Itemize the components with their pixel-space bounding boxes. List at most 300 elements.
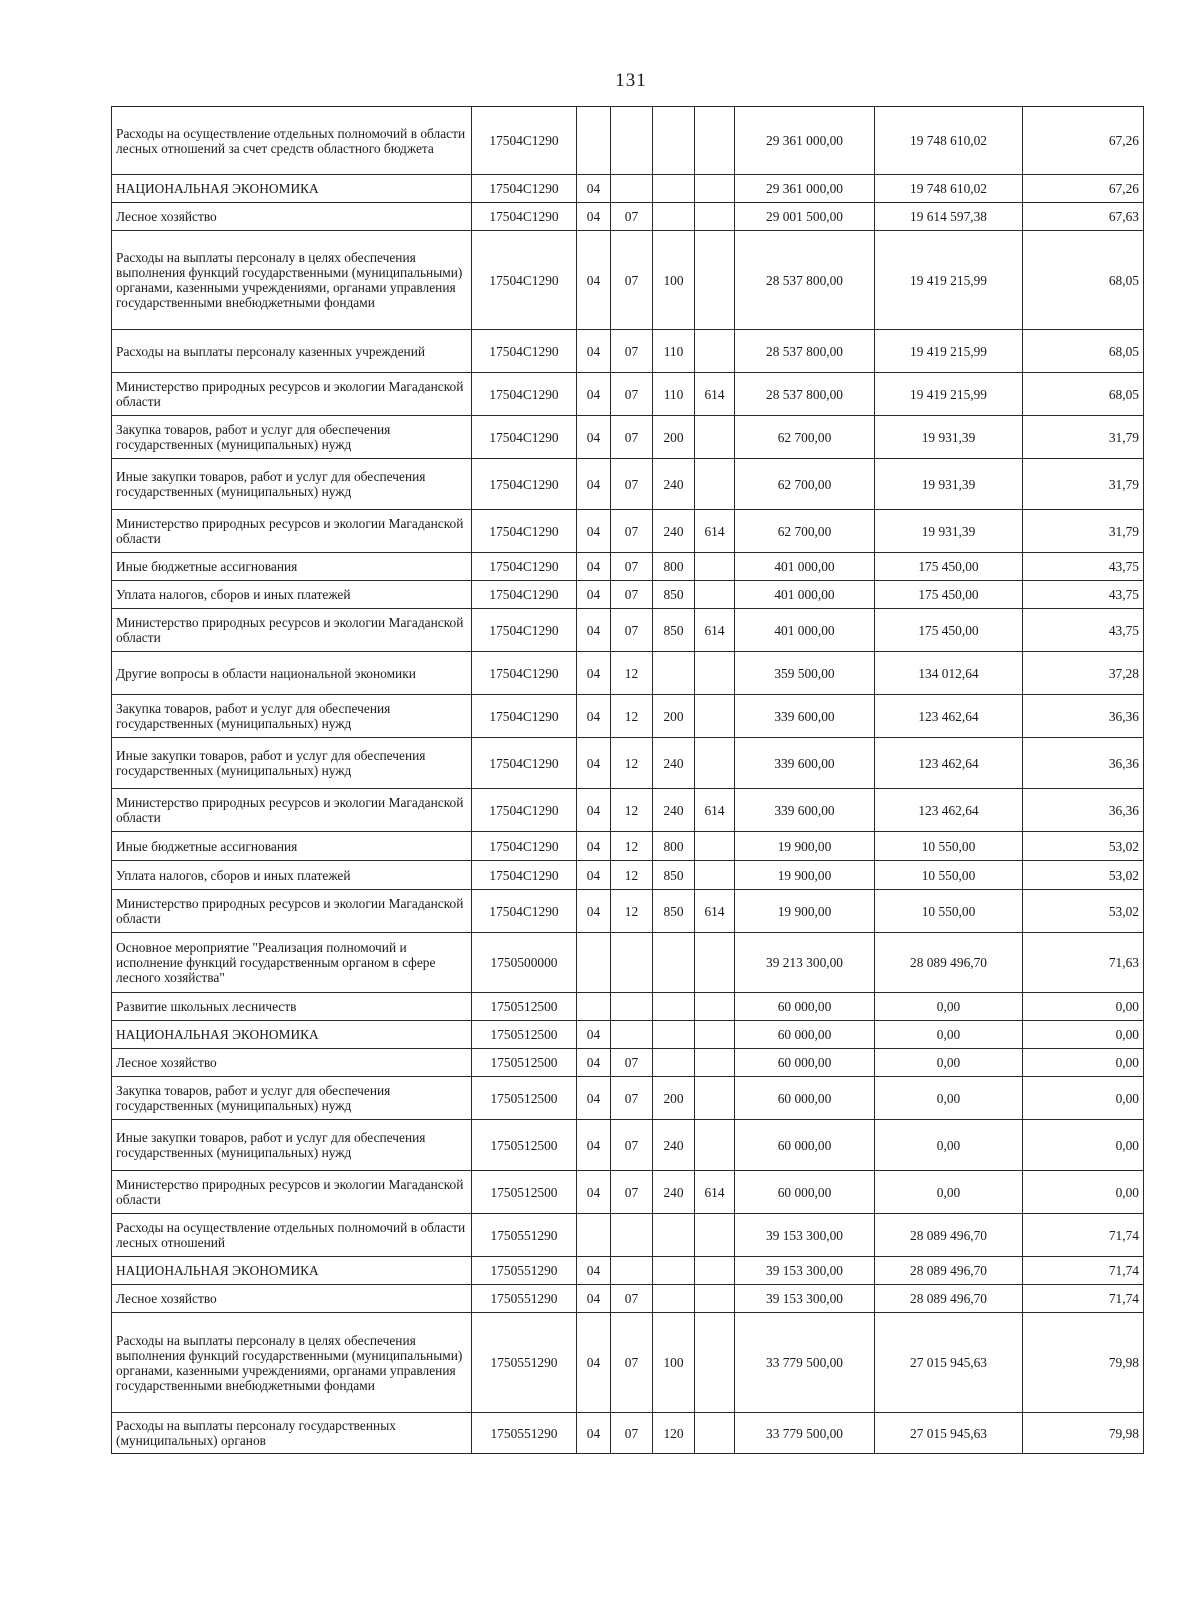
cell-code: 1750512500	[472, 1021, 577, 1049]
cell-ved	[695, 231, 735, 330]
table-row	[112, 1285, 1144, 1313]
cell-pct: 68,05	[1023, 330, 1144, 373]
cell-fact: 19 419 215,99	[875, 231, 1023, 330]
table-row	[112, 416, 1144, 459]
cell-ved	[695, 203, 735, 231]
cell-sec: 04	[577, 609, 611, 652]
cell-ved: 614	[695, 1171, 735, 1214]
cell-pct: 36,36	[1023, 695, 1144, 738]
table-body	[112, 107, 1144, 1454]
cell-plan: 19 900,00	[735, 832, 875, 861]
cell-code: 17504C1290	[472, 510, 577, 553]
cell-code: 17504C1290	[472, 175, 577, 203]
cell-name: Министерство природных ресурсов и экологии Магаданской области	[112, 1171, 472, 1214]
cell-code: 17504C1290	[472, 861, 577, 890]
cell-code: 1750512500	[472, 1171, 577, 1214]
cell-code: 1750551290	[472, 1313, 577, 1413]
cell-sec: 04	[577, 416, 611, 459]
cell-name: Министерство природных ресурсов и экологии Магаданской области	[112, 609, 472, 652]
cell-pct: 31,79	[1023, 510, 1144, 553]
cell-name: Закупка товаров, работ и услуг для обеспечения государственных (муниципальных) нужд	[112, 1077, 472, 1120]
cell-ved	[695, 175, 735, 203]
cell-fact: 28 089 496,70	[875, 933, 1023, 993]
cell-plan: 62 700,00	[735, 416, 875, 459]
cell-name: НАЦИОНАЛЬНАЯ ЭКОНОМИКА	[112, 175, 472, 203]
table-row	[112, 789, 1144, 832]
cell-fact: 19 931,39	[875, 459, 1023, 510]
cell-pct: 71,74	[1023, 1214, 1144, 1257]
page-number: 131	[615, 70, 647, 91]
cell-sec: 04	[577, 789, 611, 832]
cell-ved	[695, 1077, 735, 1120]
cell-code: 17504C1290	[472, 695, 577, 738]
cell-pct: 31,79	[1023, 459, 1144, 510]
cell-vr: 100	[653, 231, 695, 330]
cell-sub	[611, 175, 653, 203]
cell-ved	[695, 107, 735, 175]
cell-name: Другие вопросы в области национальной экономики	[112, 652, 472, 695]
cell-vr: 240	[653, 459, 695, 510]
cell-sec: 04	[577, 1021, 611, 1049]
cell-pct: 79,98	[1023, 1313, 1144, 1413]
cell-fact: 27 015 945,63	[875, 1313, 1023, 1413]
cell-plan: 28 537 800,00	[735, 231, 875, 330]
cell-sec	[577, 1214, 611, 1257]
table-row	[112, 933, 1144, 993]
cell-plan: 60 000,00	[735, 1077, 875, 1120]
cell-pct: 37,28	[1023, 652, 1144, 695]
cell-plan: 339 600,00	[735, 695, 875, 738]
cell-code: 1750512500	[472, 1120, 577, 1171]
cell-fact: 175 450,00	[875, 609, 1023, 652]
cell-fact: 28 089 496,70	[875, 1285, 1023, 1313]
cell-ved	[695, 652, 735, 695]
cell-vr	[653, 1257, 695, 1285]
cell-ved	[695, 695, 735, 738]
cell-code: 1750551290	[472, 1285, 577, 1313]
cell-plan: 39 153 300,00	[735, 1214, 875, 1257]
cell-sec: 04	[577, 581, 611, 609]
table-row	[112, 652, 1144, 695]
cell-sub: 07	[611, 1313, 653, 1413]
cell-vr	[653, 933, 695, 993]
cell-sec: 04	[577, 1171, 611, 1214]
cell-pct: 36,36	[1023, 738, 1144, 789]
cell-sub	[611, 993, 653, 1021]
cell-fact: 0,00	[875, 1021, 1023, 1049]
cell-name: Закупка товаров, работ и услуг для обеспечения государственных (муниципальных) нужд	[112, 416, 472, 459]
cell-code: 1750512500	[472, 993, 577, 1021]
cell-fact: 10 550,00	[875, 832, 1023, 861]
cell-ved	[695, 1214, 735, 1257]
cell-pct: 43,75	[1023, 581, 1144, 609]
cell-sub: 07	[611, 1413, 653, 1454]
table-row	[112, 459, 1144, 510]
cell-sub	[611, 933, 653, 993]
cell-vr: 240	[653, 1171, 695, 1214]
cell-sec: 04	[577, 330, 611, 373]
cell-pct: 0,00	[1023, 1021, 1144, 1049]
cell-plan: 39 153 300,00	[735, 1257, 875, 1285]
cell-name: Расходы на выплаты персоналу государственных (муниципальных) органов	[112, 1413, 472, 1454]
cell-sec: 04	[577, 510, 611, 553]
cell-fact: 19 748 610,02	[875, 107, 1023, 175]
cell-fact: 19 614 597,38	[875, 203, 1023, 231]
cell-name: Уплата налогов, сборов и иных платежей	[112, 861, 472, 890]
cell-plan: 339 600,00	[735, 738, 875, 789]
cell-sec: 04	[577, 231, 611, 330]
cell-ved	[695, 1049, 735, 1077]
cell-sec	[577, 107, 611, 175]
cell-sec: 04	[577, 832, 611, 861]
cell-sec: 04	[577, 1049, 611, 1077]
cell-ved: 614	[695, 609, 735, 652]
cell-vr: 110	[653, 373, 695, 416]
cell-plan: 28 537 800,00	[735, 373, 875, 416]
cell-ved	[695, 832, 735, 861]
cell-vr: 120	[653, 1413, 695, 1454]
cell-fact: 123 462,64	[875, 738, 1023, 789]
cell-sub: 12	[611, 695, 653, 738]
cell-name: Уплата налогов, сборов и иных платежей	[112, 581, 472, 609]
cell-ved	[695, 416, 735, 459]
cell-sub: 07	[611, 581, 653, 609]
cell-pct: 0,00	[1023, 1171, 1144, 1214]
table-row	[112, 1021, 1144, 1049]
cell-ved	[695, 933, 735, 993]
cell-plan: 28 537 800,00	[735, 330, 875, 373]
cell-plan: 60 000,00	[735, 1021, 875, 1049]
cell-name: Лесное хозяйство	[112, 1285, 472, 1313]
cell-sub: 07	[611, 203, 653, 231]
cell-ved	[695, 1285, 735, 1313]
table-row	[112, 890, 1144, 933]
cell-code: 17504C1290	[472, 609, 577, 652]
table-row	[112, 1077, 1144, 1120]
table-row	[112, 330, 1144, 373]
cell-sec: 04	[577, 175, 611, 203]
cell-pct: 79,98	[1023, 1413, 1144, 1454]
cell-plan: 401 000,00	[735, 581, 875, 609]
cell-pct: 43,75	[1023, 553, 1144, 581]
cell-sec: 04	[577, 1077, 611, 1120]
cell-fact: 19 931,39	[875, 510, 1023, 553]
cell-ved	[695, 459, 735, 510]
cell-sub: 07	[611, 231, 653, 330]
cell-name: Министерство природных ресурсов и экологии Магаданской области	[112, 789, 472, 832]
cell-code: 17504C1290	[472, 832, 577, 861]
cell-code: 17504C1290	[472, 459, 577, 510]
cell-code: 17504C1290	[472, 231, 577, 330]
cell-name: Расходы на выплаты персоналу в целях обеспечения выполнения функций государственными (муниципальными) органами, казенными учреждениями, органами управления государственными внебюджетными фондами	[112, 231, 472, 330]
cell-code: 17504C1290	[472, 738, 577, 789]
cell-vr: 850	[653, 581, 695, 609]
cell-sec: 04	[577, 553, 611, 581]
cell-code: 17504C1290	[472, 789, 577, 832]
cell-sub: 07	[611, 609, 653, 652]
cell-sec: 04	[577, 695, 611, 738]
cell-vr	[653, 203, 695, 231]
cell-name: НАЦИОНАЛЬНАЯ ЭКОНОМИКА	[112, 1257, 472, 1285]
cell-ved	[695, 553, 735, 581]
cell-vr	[653, 107, 695, 175]
cell-pct: 0,00	[1023, 1077, 1144, 1120]
cell-code: 1750551290	[472, 1413, 577, 1454]
cell-plan: 60 000,00	[735, 1049, 875, 1077]
cell-fact: 19 931,39	[875, 416, 1023, 459]
cell-vr	[653, 175, 695, 203]
cell-sec: 04	[577, 1257, 611, 1285]
cell-plan: 62 700,00	[735, 459, 875, 510]
cell-fact: 134 012,64	[875, 652, 1023, 695]
table-row	[112, 1120, 1144, 1171]
cell-pct: 0,00	[1023, 1049, 1144, 1077]
cell-ved	[695, 738, 735, 789]
cell-vr	[653, 1021, 695, 1049]
cell-name: Лесное хозяйство	[112, 1049, 472, 1077]
cell-plan: 29 361 000,00	[735, 107, 875, 175]
cell-ved	[695, 993, 735, 1021]
cell-name: Министерство природных ресурсов и экологии Магаданской области	[112, 890, 472, 933]
cell-vr: 240	[653, 738, 695, 789]
cell-sub: 07	[611, 330, 653, 373]
cell-fact: 175 450,00	[875, 581, 1023, 609]
cell-code: 17504C1290	[472, 203, 577, 231]
cell-sub	[611, 1021, 653, 1049]
cell-code: 1750500000	[472, 933, 577, 993]
cell-ved	[695, 1313, 735, 1413]
table-row	[112, 1214, 1144, 1257]
cell-ved	[695, 1021, 735, 1049]
cell-sub: 07	[611, 553, 653, 581]
cell-fact: 123 462,64	[875, 789, 1023, 832]
table-row	[112, 553, 1144, 581]
cell-fact: 28 089 496,70	[875, 1257, 1023, 1285]
table-row	[112, 1413, 1144, 1454]
table-row	[112, 231, 1144, 330]
table-row	[112, 1257, 1144, 1285]
cell-pct: 53,02	[1023, 861, 1144, 890]
cell-ved	[695, 581, 735, 609]
cell-pct: 0,00	[1023, 1120, 1144, 1171]
table-row	[112, 107, 1144, 175]
cell-fact: 10 550,00	[875, 861, 1023, 890]
cell-vr: 240	[653, 1120, 695, 1171]
cell-plan: 62 700,00	[735, 510, 875, 553]
cell-vr	[653, 993, 695, 1021]
cell-sub: 12	[611, 861, 653, 890]
cell-sub: 07	[611, 510, 653, 553]
cell-ved	[695, 330, 735, 373]
cell-name: Министерство природных ресурсов и экологии Магаданской области	[112, 510, 472, 553]
cell-pct: 67,63	[1023, 203, 1144, 231]
cell-fact: 0,00	[875, 993, 1023, 1021]
cell-vr: 850	[653, 861, 695, 890]
cell-code: 17504C1290	[472, 373, 577, 416]
cell-name: Иные закупки товаров, работ и услуг для обеспечения государственных (муниципальных) нужд	[112, 738, 472, 789]
cell-code: 17504C1290	[472, 330, 577, 373]
cell-ved: 614	[695, 890, 735, 933]
table-row	[112, 175, 1144, 203]
cell-sub: 12	[611, 652, 653, 695]
cell-sub: 07	[611, 1120, 653, 1171]
cell-vr	[653, 1285, 695, 1313]
table-row	[112, 738, 1144, 789]
cell-name: Иные бюджетные ассигнования	[112, 553, 472, 581]
cell-sub: 07	[611, 373, 653, 416]
cell-ved	[695, 1120, 735, 1171]
table-row	[112, 581, 1144, 609]
cell-fact: 0,00	[875, 1077, 1023, 1120]
cell-pct: 68,05	[1023, 231, 1144, 330]
cell-plan: 33 779 500,00	[735, 1313, 875, 1413]
cell-name: Закупка товаров, работ и услуг для обеспечения государственных (муниципальных) нужд	[112, 695, 472, 738]
cell-pct: 53,02	[1023, 832, 1144, 861]
cell-vr: 240	[653, 510, 695, 553]
cell-sub: 07	[611, 1077, 653, 1120]
table-row	[112, 861, 1144, 890]
cell-ved	[695, 1413, 735, 1454]
cell-name: Развитие школьных лесничеств	[112, 993, 472, 1021]
cell-pct: 71,74	[1023, 1257, 1144, 1285]
table-row	[112, 1313, 1144, 1413]
cell-sec: 04	[577, 1413, 611, 1454]
cell-code: 17504C1290	[472, 416, 577, 459]
table-row	[112, 203, 1144, 231]
cell-sec: 04	[577, 459, 611, 510]
cell-code: 17504C1290	[472, 890, 577, 933]
cell-name: Расходы на осуществление отдельных полномочий в области лесных отношений	[112, 1214, 472, 1257]
table-row	[112, 609, 1144, 652]
cell-sub	[611, 1257, 653, 1285]
table-row	[112, 832, 1144, 861]
cell-code: 17504C1290	[472, 553, 577, 581]
cell-vr: 240	[653, 789, 695, 832]
cell-pct: 68,05	[1023, 373, 1144, 416]
cell-vr: 100	[653, 1313, 695, 1413]
cell-sub: 07	[611, 1285, 653, 1313]
cell-name: Расходы на осуществление отдельных полномочий в области лесных отношений за счет средств областного бюджета	[112, 107, 472, 175]
cell-vr: 200	[653, 695, 695, 738]
cell-code: 1750512500	[472, 1077, 577, 1120]
cell-plan: 39 213 300,00	[735, 933, 875, 993]
cell-pct: 67,26	[1023, 107, 1144, 175]
cell-pct: 31,79	[1023, 416, 1144, 459]
cell-ved	[695, 1257, 735, 1285]
cell-sec: 04	[577, 890, 611, 933]
table-row	[112, 993, 1144, 1021]
cell-fact: 0,00	[875, 1120, 1023, 1171]
cell-plan: 401 000,00	[735, 609, 875, 652]
cell-sec: 04	[577, 861, 611, 890]
cell-vr	[653, 652, 695, 695]
cell-sub	[611, 107, 653, 175]
cell-plan: 19 900,00	[735, 861, 875, 890]
cell-vr: 200	[653, 1077, 695, 1120]
cell-name: Иные закупки товаров, работ и услуг для обеспечения государственных (муниципальных) нужд	[112, 459, 472, 510]
cell-name: Расходы на выплаты персоналу казенных учреждений	[112, 330, 472, 373]
cell-ved: 614	[695, 373, 735, 416]
cell-code: 1750551290	[472, 1257, 577, 1285]
cell-ved	[695, 861, 735, 890]
cell-plan: 39 153 300,00	[735, 1285, 875, 1313]
cell-fact: 27 015 945,63	[875, 1413, 1023, 1454]
cell-code: 17504C1290	[472, 581, 577, 609]
cell-plan: 359 500,00	[735, 652, 875, 695]
cell-sec: 04	[577, 373, 611, 416]
cell-code: 17504C1290	[472, 107, 577, 175]
table-row	[112, 1171, 1144, 1214]
cell-vr: 110	[653, 330, 695, 373]
cell-plan: 339 600,00	[735, 789, 875, 832]
cell-plan: 33 779 500,00	[735, 1413, 875, 1454]
cell-sec: 04	[577, 1120, 611, 1171]
cell-code: 1750512500	[472, 1049, 577, 1077]
cell-vr: 200	[653, 416, 695, 459]
cell-pct: 43,75	[1023, 609, 1144, 652]
cell-fact: 19 419 215,99	[875, 330, 1023, 373]
cell-sub: 12	[611, 832, 653, 861]
cell-plan: 29 001 500,00	[735, 203, 875, 231]
cell-plan: 60 000,00	[735, 1171, 875, 1214]
cell-sec	[577, 933, 611, 993]
cell-pct: 36,36	[1023, 789, 1144, 832]
cell-plan: 29 361 000,00	[735, 175, 875, 203]
cell-name: Расходы на выплаты персоналу в целях обеспечения выполнения функций государственными (муниципальными) органами, казенными учреждениями, органами управления государственными внебюджетными фондами	[112, 1313, 472, 1413]
cell-code: 17504C1290	[472, 652, 577, 695]
cell-plan: 60 000,00	[735, 1120, 875, 1171]
cell-fact: 0,00	[875, 1171, 1023, 1214]
cell-plan: 401 000,00	[735, 553, 875, 581]
cell-sub: 07	[611, 459, 653, 510]
cell-pct: 67,26	[1023, 175, 1144, 203]
cell-fact: 19 748 610,02	[875, 175, 1023, 203]
cell-sub: 07	[611, 416, 653, 459]
table-row	[112, 695, 1144, 738]
cell-sub: 07	[611, 1049, 653, 1077]
cell-plan: 60 000,00	[735, 993, 875, 1021]
table-row	[112, 1049, 1144, 1077]
cell-ved: 614	[695, 789, 735, 832]
table-row	[112, 510, 1144, 553]
cell-pct: 0,00	[1023, 993, 1144, 1021]
cell-name: Лесное хозяйство	[112, 203, 472, 231]
cell-sec: 04	[577, 652, 611, 695]
cell-name: Министерство природных ресурсов и экологии Магаданской области	[112, 373, 472, 416]
cell-sub: 12	[611, 789, 653, 832]
cell-pct: 71,74	[1023, 1285, 1144, 1313]
cell-name: НАЦИОНАЛЬНАЯ ЭКОНОМИКА	[112, 1021, 472, 1049]
table-row	[112, 373, 1144, 416]
cell-fact: 0,00	[875, 1049, 1023, 1077]
cell-sec	[577, 993, 611, 1021]
cell-pct: 71,63	[1023, 933, 1144, 993]
cell-vr: 850	[653, 890, 695, 933]
cell-fact: 28 089 496,70	[875, 1214, 1023, 1257]
budget-table	[111, 106, 1144, 1454]
cell-fact: 19 419 215,99	[875, 373, 1023, 416]
cell-vr: 800	[653, 832, 695, 861]
cell-sec: 04	[577, 1313, 611, 1413]
cell-fact: 175 450,00	[875, 553, 1023, 581]
cell-vr: 800	[653, 553, 695, 581]
cell-fact: 10 550,00	[875, 890, 1023, 933]
cell-ved: 614	[695, 510, 735, 553]
cell-vr	[653, 1214, 695, 1257]
cell-sub: 07	[611, 1171, 653, 1214]
cell-plan: 19 900,00	[735, 890, 875, 933]
cell-name: Основное мероприятие "Реализация полномочий и исполнение функций государственным органом в сфере лесного хозяйства"	[112, 933, 472, 993]
